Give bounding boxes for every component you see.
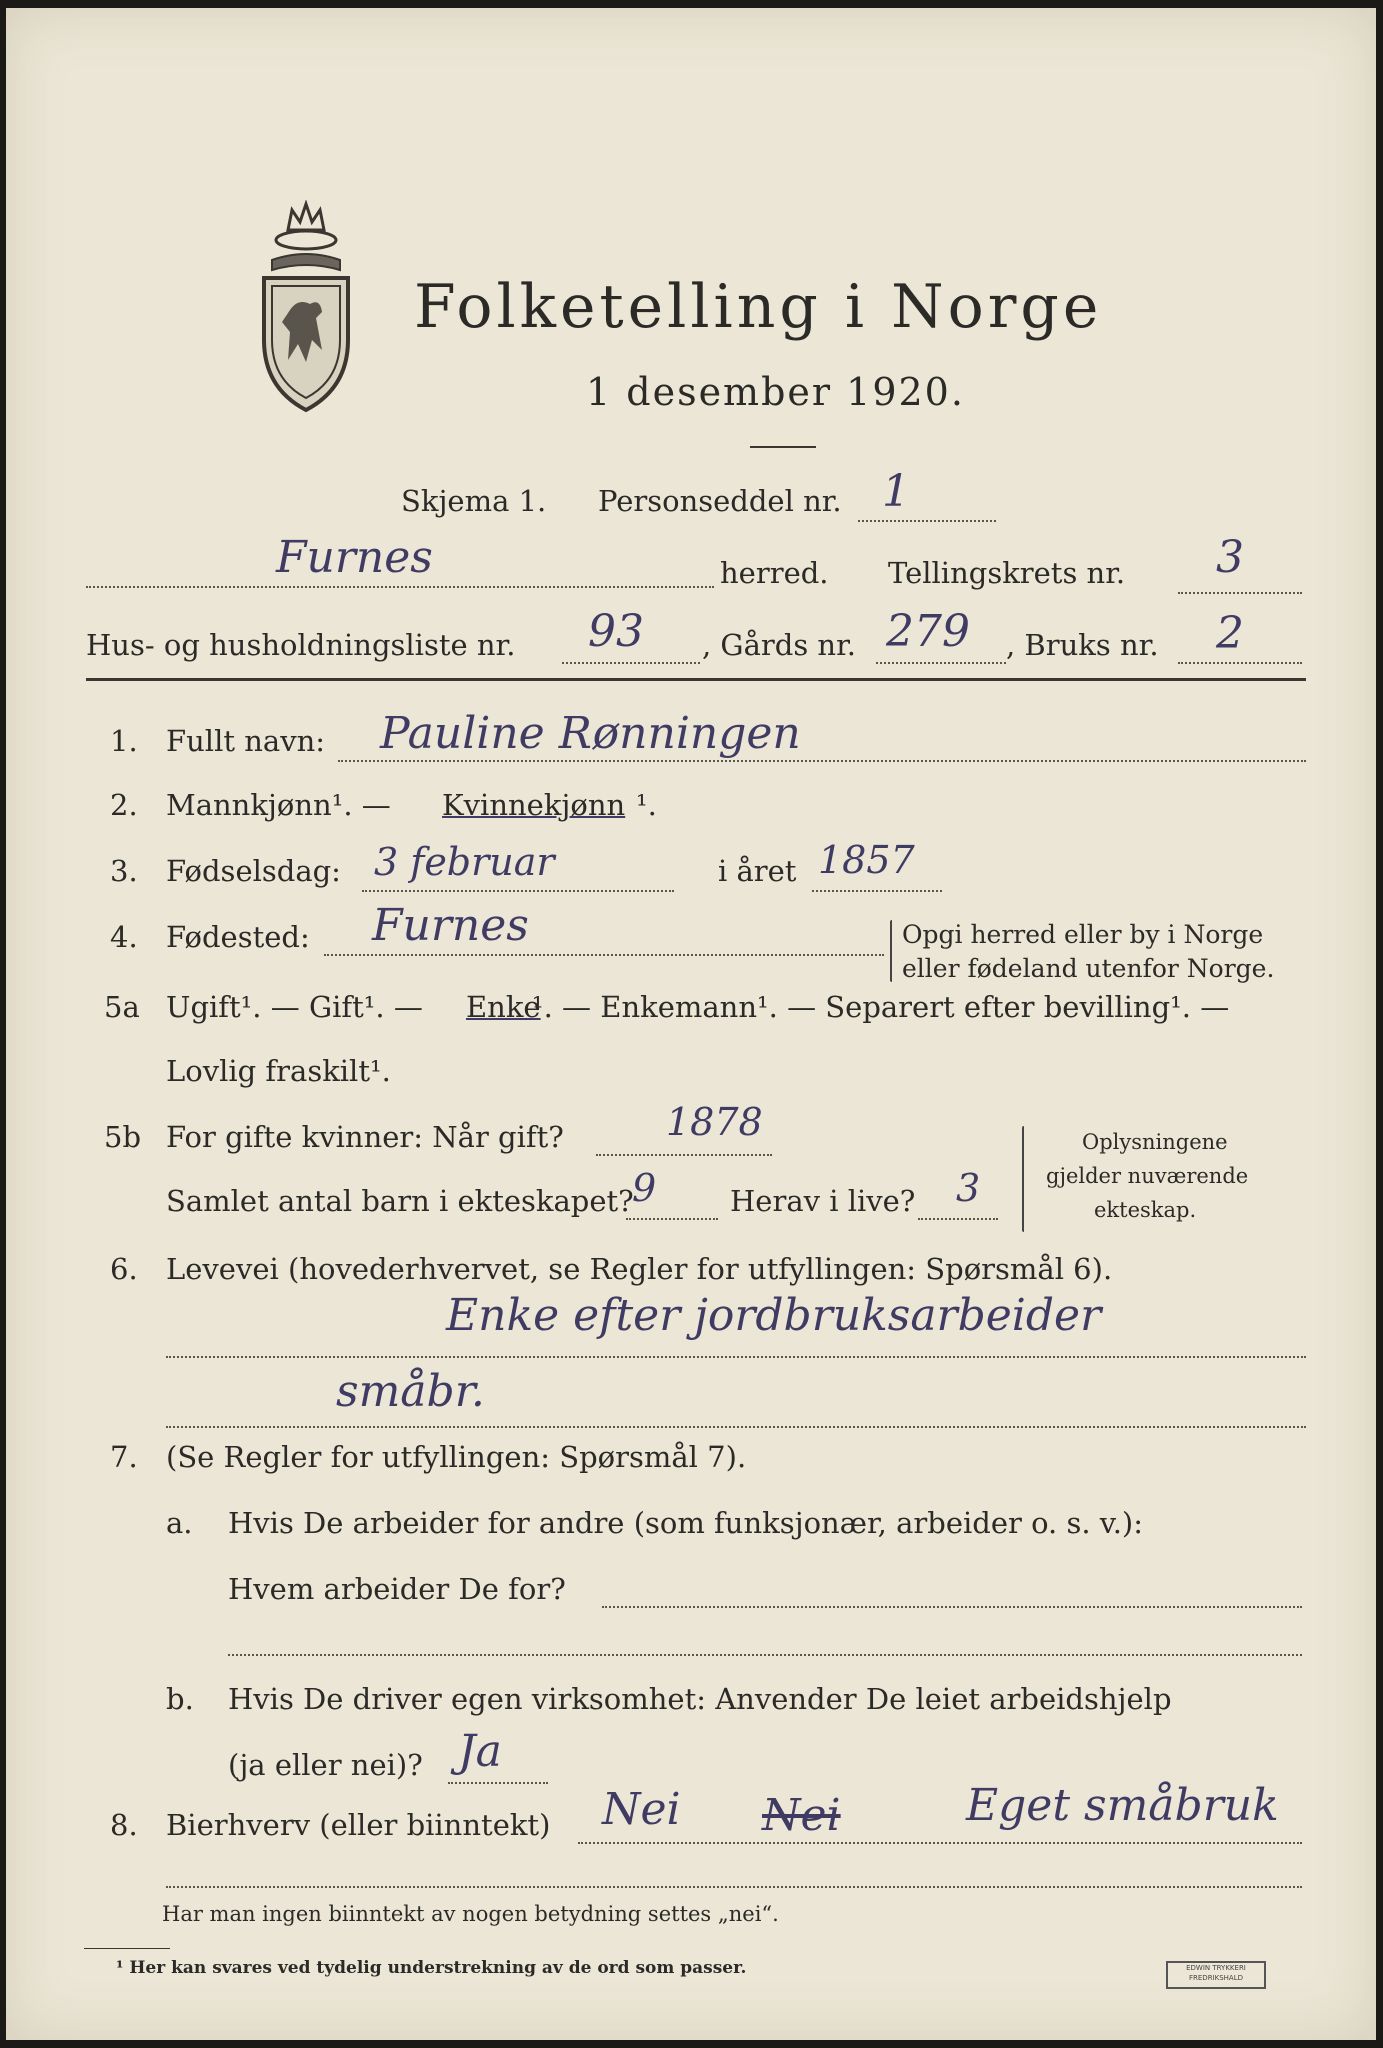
- q5a-option-fraskilt: Lovlig fraskilt¹.: [166, 1054, 391, 1088]
- q5a-options-rest: ¹. — Enkemann¹. — Separert efter bevilling¹. —: [532, 990, 1230, 1024]
- q3-year-value: 1857: [818, 838, 915, 882]
- form-title: Folketelling i Norge: [414, 272, 1103, 342]
- q7b-label-line2: (ja eller nei)?: [228, 1748, 423, 1782]
- q5b-note-line3: ekteskap.: [1094, 1198, 1197, 1222]
- printer-stamp-line1: EDWIN TRYKKERI: [1186, 1964, 1246, 1972]
- schema-label: Skjema 1.: [401, 484, 547, 518]
- q7a-line1: [602, 1606, 1302, 1608]
- q5b-live-value: 3: [956, 1166, 981, 1210]
- gards-value: 279: [886, 606, 970, 657]
- q8-line1: [578, 1842, 1302, 1844]
- printer-stamp-line2: FREDRIKSHALD: [1188, 1974, 1243, 1982]
- q7a-letter: a.: [166, 1506, 193, 1540]
- bruks-line: [1178, 662, 1302, 664]
- q5b-note-line1: Oplysningene: [1082, 1130, 1228, 1154]
- q4-note-line1: Opgi herred eller by i Norge: [902, 920, 1264, 949]
- q3-year-line: [812, 890, 942, 892]
- q5b-gift-line: [596, 1154, 772, 1156]
- q7b-letter: b.: [166, 1682, 194, 1716]
- q8-value-eget: Eget småbruk: [966, 1780, 1279, 1831]
- coat-of-arms-icon: [250, 200, 362, 420]
- herred-label: herred.: [720, 556, 829, 590]
- q5b-live-line: [918, 1218, 998, 1220]
- tellingskrets-value: 3: [1216, 532, 1244, 583]
- q8-value-nei: Nei: [602, 1784, 681, 1835]
- q4-note-line2: eller fødeland utenfor Norge.: [902, 954, 1275, 983]
- q2-label-kvinne: Kvinnekjønn: [442, 788, 626, 822]
- form-date: 1 desember 1920.: [586, 370, 965, 414]
- q5a-options-start: Ugift¹. — Gift¹. —: [166, 990, 423, 1024]
- q4-label: Fødested:: [166, 920, 310, 954]
- q4-note-bracket: [890, 920, 892, 982]
- hus-value: 93: [588, 606, 644, 657]
- q6-value-line1: Enke efter jordbruksarbeider: [446, 1290, 1102, 1341]
- q5b-live-label: Herav i live?: [730, 1184, 916, 1218]
- q5a-option-enke: Enke: [466, 990, 541, 1024]
- herred-line: [86, 586, 714, 588]
- q4-line: [324, 954, 884, 956]
- q3-day-value: 3 februar: [374, 840, 555, 884]
- q5b-barn-value: 9: [632, 1166, 657, 1210]
- q8-value-struck: Nei: [762, 1790, 841, 1841]
- q3-year-label: i året: [718, 854, 797, 888]
- q1-value: Pauline Rønningen: [380, 708, 801, 759]
- footnote: ¹ Her kan svares ved tydelig understrekning av de ord som passer.: [116, 1958, 747, 1978]
- tellingskrets-label: Tellingskrets nr.: [888, 556, 1126, 590]
- q4-value: Furnes: [372, 900, 529, 951]
- q7-label: (Se Regler for utfyllingen: Spørsmål 7).: [166, 1440, 747, 1474]
- personseddel-value: 1: [882, 466, 910, 517]
- q6-line1: [166, 1356, 1306, 1358]
- q6-number: 6.: [110, 1252, 138, 1286]
- q1-line: [338, 760, 1306, 762]
- q3-label: Fødselsdag:: [166, 854, 341, 888]
- q7b-label-line1: Hvis De driver egen virksomhet: Anvender De leiet arbeidshjelp: [228, 1682, 1172, 1716]
- q5b-barn-label: Samlet antal barn i ekteskapet?: [166, 1184, 634, 1218]
- q8-number: 8.: [110, 1808, 138, 1842]
- footer-note: Har man ingen biinntekt av nogen betydning settes „nei“.: [162, 1902, 779, 1926]
- q5b-note-line2: gjelder nuværende: [1046, 1164, 1249, 1188]
- q6-label: Levevei (hovederhvervet, se Regler for utfyllingen: Spørsmål 6).: [166, 1252, 1113, 1286]
- gards-line: [876, 662, 1006, 664]
- personseddel-line: [858, 520, 996, 522]
- q6-line2: [166, 1426, 1306, 1428]
- q7b-line: [448, 1782, 548, 1784]
- q5b-number: 5b: [104, 1120, 142, 1154]
- tellingskrets-line: [1178, 592, 1302, 594]
- q8-line2: [166, 1886, 1302, 1888]
- q5b-barn-line: [626, 1218, 718, 1220]
- gards-label: , Gårds nr.: [702, 628, 856, 662]
- q5b-gift-label: For gifte kvinner: Når gift?: [166, 1120, 564, 1154]
- q2-number: 2.: [110, 788, 138, 822]
- q4-number: 4.: [110, 920, 138, 954]
- census-form-sheet: [6, 8, 1376, 2040]
- q1-number: 1.: [110, 724, 138, 758]
- q1-label: Fullt navn:: [166, 724, 326, 758]
- q5a-number: 5a: [104, 990, 140, 1024]
- bruks-value: 2: [1216, 608, 1244, 659]
- q3-day-line: [362, 890, 674, 892]
- q2-label-mann: Mannkjønn¹. —: [166, 788, 391, 822]
- herred-value: Furnes: [276, 532, 433, 583]
- title-rule: [750, 446, 816, 448]
- q6-value-line2: småbr.: [336, 1366, 485, 1417]
- q5b-note-bracket: [1022, 1126, 1024, 1232]
- q7a-label-line1: Hvis De arbeider for andre (som funksjonær, arbeider o. s. v.):: [228, 1506, 1144, 1540]
- q7a-line2: [228, 1654, 1302, 1656]
- section-divider: [86, 678, 1306, 681]
- hus-line: [562, 662, 700, 664]
- q8-label: Bierhverv (eller biinntekt): [166, 1808, 551, 1842]
- q7a-label-line2: Hvem arbeider De for?: [228, 1572, 566, 1606]
- printer-stamp: [1166, 1961, 1266, 1989]
- q7-number: 7.: [110, 1440, 138, 1474]
- bruks-label: , Bruks nr.: [1006, 628, 1159, 662]
- q2-label-suffix: ¹.: [636, 788, 657, 822]
- q3-number: 3.: [110, 854, 138, 888]
- footnote-rule: [84, 1948, 170, 1949]
- hus-label: Hus- og husholdningsliste nr.: [86, 628, 516, 662]
- q7b-value: Ja: [458, 1726, 502, 1777]
- personseddel-label: Personseddel nr.: [598, 484, 842, 518]
- q5b-gift-value: 1878: [666, 1100, 763, 1144]
